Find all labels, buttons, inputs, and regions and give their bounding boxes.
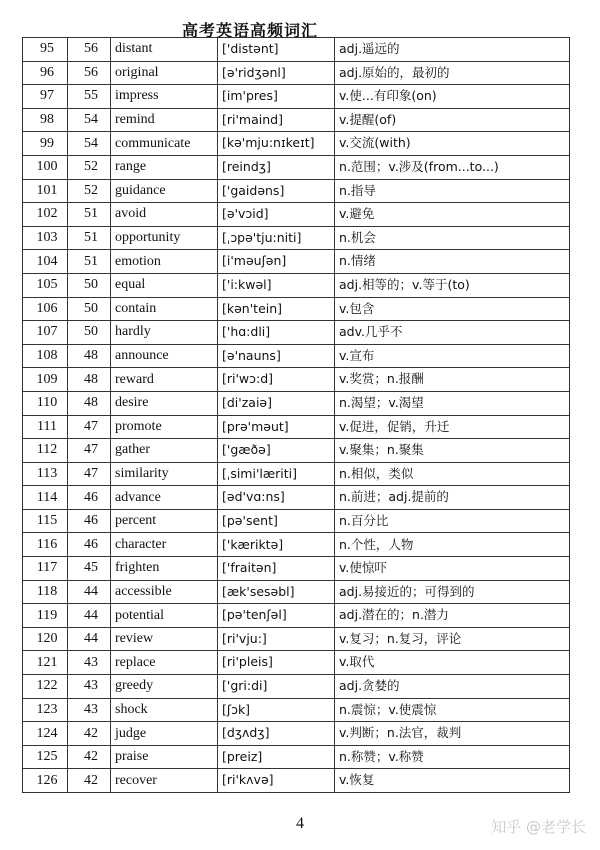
phonetic-cell: [ri'vju:] xyxy=(218,627,335,651)
table-row xyxy=(23,391,570,415)
table-row xyxy=(23,203,570,227)
frequency-cell: 51 xyxy=(68,250,111,274)
table-row xyxy=(23,132,570,156)
meaning-cell: v.避免 xyxy=(335,203,570,227)
meaning-cell: v.恢复 xyxy=(335,769,570,793)
meaning-cell: n.前进；adj.提前的 xyxy=(335,486,570,510)
word-cell: desire xyxy=(111,391,218,415)
phonetic-cell: [ˌsimi'læriti] xyxy=(218,462,335,486)
meaning-cell: n.震惊；v.使震惊 xyxy=(335,698,570,722)
rank-cell: 109 xyxy=(23,368,68,392)
meaning-cell: n.指导 xyxy=(335,179,570,203)
table-row xyxy=(23,698,570,722)
rank-cell: 124 xyxy=(23,722,68,746)
word-cell: gather xyxy=(111,439,218,463)
table-row xyxy=(23,250,570,274)
meaning-cell: v.宣布 xyxy=(335,344,570,368)
word-cell: range xyxy=(111,155,218,179)
table-row xyxy=(23,745,570,769)
table-row xyxy=(23,85,570,109)
meaning-cell: n.个性，人物 xyxy=(335,533,570,557)
word-cell: greedy xyxy=(111,675,218,699)
phonetic-cell: [ˌɔpə'tju:niti] xyxy=(218,226,335,250)
rank-cell: 101 xyxy=(23,179,68,203)
word-cell: shock xyxy=(111,698,218,722)
frequency-cell: 43 xyxy=(68,698,111,722)
word-cell: guidance xyxy=(111,179,218,203)
rank-cell: 120 xyxy=(23,627,68,651)
rank-cell: 98 xyxy=(23,108,68,132)
table-row xyxy=(23,675,570,699)
phonetic-cell: [kən'tein] xyxy=(218,297,335,321)
phonetic-cell: ['fraitən] xyxy=(218,557,335,581)
meaning-cell: v.使...有印象(on) xyxy=(335,85,570,109)
frequency-cell: 47 xyxy=(68,415,111,439)
frequency-cell: 54 xyxy=(68,132,111,156)
frequency-cell: 44 xyxy=(68,580,111,604)
phonetic-cell: [ri'pleis] xyxy=(218,651,335,675)
table-row xyxy=(23,769,570,793)
frequency-cell: 46 xyxy=(68,509,111,533)
word-cell: review xyxy=(111,627,218,651)
phonetic-cell: ['kæriktə] xyxy=(218,533,335,557)
phonetic-cell: [ə'vɔid] xyxy=(218,203,335,227)
rank-cell: 117 xyxy=(23,557,68,581)
table-row xyxy=(23,415,570,439)
table-row xyxy=(23,580,570,604)
meaning-cell: v.取代 xyxy=(335,651,570,675)
word-cell: potential xyxy=(111,604,218,628)
word-cell: recover xyxy=(111,769,218,793)
page-number: 4 xyxy=(296,815,304,832)
frequency-cell: 48 xyxy=(68,368,111,392)
rank-cell: 112 xyxy=(23,439,68,463)
frequency-cell: 46 xyxy=(68,533,111,557)
rank-cell: 102 xyxy=(23,203,68,227)
rank-cell: 126 xyxy=(23,769,68,793)
table-row xyxy=(23,439,570,463)
word-cell: equal xyxy=(111,273,218,297)
table-row xyxy=(23,557,570,581)
table-row xyxy=(23,627,570,651)
word-cell: replace xyxy=(111,651,218,675)
table-row xyxy=(23,486,570,510)
table-row xyxy=(23,722,570,746)
phonetic-cell: ['hɑ:dli] xyxy=(218,321,335,345)
phonetic-cell: ['distənt] xyxy=(218,38,335,62)
table-row xyxy=(23,509,570,533)
frequency-cell: 47 xyxy=(68,439,111,463)
table-row xyxy=(23,38,570,62)
meaning-cell: n.机会 xyxy=(335,226,570,250)
phonetic-cell: [ri'wɔ:d] xyxy=(218,368,335,392)
phonetic-cell: [reindʒ] xyxy=(218,155,335,179)
phonetic-cell: [ri'kʌvə] xyxy=(218,769,335,793)
meaning-cell: adv.几乎不 xyxy=(335,321,570,345)
word-cell: advance xyxy=(111,486,218,510)
meaning-cell: adj.相等的；v.等于(to) xyxy=(335,273,570,297)
frequency-cell: 48 xyxy=(68,391,111,415)
rank-cell: 116 xyxy=(23,533,68,557)
table-row xyxy=(23,155,570,179)
rank-cell: 95 xyxy=(23,38,68,62)
word-cell: avoid xyxy=(111,203,218,227)
frequency-cell: 50 xyxy=(68,297,111,321)
frequency-cell: 50 xyxy=(68,321,111,345)
frequency-cell: 51 xyxy=(68,203,111,227)
frequency-cell: 43 xyxy=(68,675,111,699)
phonetic-cell: ['gri:di] xyxy=(218,675,335,699)
phonetic-cell: [prə'məut] xyxy=(218,415,335,439)
meaning-cell: adj.潜在的；n.潜力 xyxy=(335,604,570,628)
frequency-cell: 55 xyxy=(68,85,111,109)
rank-cell: 103 xyxy=(23,226,68,250)
meaning-cell: n.相似，类似 xyxy=(335,462,570,486)
phonetic-cell: ['gaidəns] xyxy=(218,179,335,203)
phonetic-cell: [preiz] xyxy=(218,745,335,769)
meaning-cell: v.聚集；n.聚集 xyxy=(335,439,570,463)
rank-cell: 107 xyxy=(23,321,68,345)
word-cell: original xyxy=(111,61,218,85)
frequency-cell: 52 xyxy=(68,155,111,179)
rank-cell: 110 xyxy=(23,391,68,415)
meaning-cell: n.情绪 xyxy=(335,250,570,274)
word-cell: reward xyxy=(111,368,218,392)
rank-cell: 113 xyxy=(23,462,68,486)
phonetic-cell: [əd'vɑ:ns] xyxy=(218,486,335,510)
meaning-cell: adj.贪婪的 xyxy=(335,675,570,699)
word-cell: announce xyxy=(111,344,218,368)
meaning-cell: v.提醒(of) xyxy=(335,108,570,132)
word-cell: frighten xyxy=(111,557,218,581)
rank-cell: 106 xyxy=(23,297,68,321)
phonetic-cell: [ri'maind] xyxy=(218,108,335,132)
rank-cell: 97 xyxy=(23,85,68,109)
meaning-cell: adj.原始的，最初的 xyxy=(335,61,570,85)
frequency-cell: 42 xyxy=(68,769,111,793)
meaning-cell: n.百分比 xyxy=(335,509,570,533)
word-cell: judge xyxy=(111,722,218,746)
table-row xyxy=(23,533,570,557)
frequency-cell: 42 xyxy=(68,745,111,769)
phonetic-cell: [ʃɔk] xyxy=(218,698,335,722)
word-cell: opportunity xyxy=(111,226,218,250)
table-row xyxy=(23,179,570,203)
frequency-cell: 47 xyxy=(68,462,111,486)
rank-cell: 100 xyxy=(23,155,68,179)
table-row xyxy=(23,61,570,85)
meaning-cell: n.范围；v.涉及(from...to...) xyxy=(335,155,570,179)
meaning-cell: v.包含 xyxy=(335,297,570,321)
phonetic-cell: [pə'sent] xyxy=(218,509,335,533)
meaning-cell: adj.遥远的 xyxy=(335,38,570,62)
word-cell: contain xyxy=(111,297,218,321)
rank-cell: 118 xyxy=(23,580,68,604)
word-cell: hardly xyxy=(111,321,218,345)
word-cell: percent xyxy=(111,509,218,533)
rank-cell: 119 xyxy=(23,604,68,628)
rank-cell: 111 xyxy=(23,415,68,439)
frequency-cell: 56 xyxy=(68,61,111,85)
rank-cell: 108 xyxy=(23,344,68,368)
rank-cell: 115 xyxy=(23,509,68,533)
frequency-cell: 56 xyxy=(68,38,111,62)
meaning-cell: adj.易接近的；可得到的 xyxy=(335,580,570,604)
table-row xyxy=(23,321,570,345)
rank-cell: 122 xyxy=(23,675,68,699)
phonetic-cell: [im'pres] xyxy=(218,85,335,109)
phonetic-cell: [pə'tenʃəl] xyxy=(218,604,335,628)
phonetic-cell: ['i:kwəl] xyxy=(218,273,335,297)
rank-cell: 123 xyxy=(23,698,68,722)
rank-cell: 99 xyxy=(23,132,68,156)
rank-cell: 114 xyxy=(23,486,68,510)
word-cell: emotion xyxy=(111,250,218,274)
phonetic-cell: [æk'sesəbl] xyxy=(218,580,335,604)
table-row xyxy=(23,108,570,132)
word-cell: communicate xyxy=(111,132,218,156)
table-row xyxy=(23,604,570,628)
table-row xyxy=(23,651,570,675)
meaning-cell: n.渴望；v.渴望 xyxy=(335,391,570,415)
frequency-cell: 51 xyxy=(68,226,111,250)
meaning-cell: v.复习；n.复习，评论 xyxy=(335,627,570,651)
rank-cell: 125 xyxy=(23,745,68,769)
rank-cell: 121 xyxy=(23,651,68,675)
phonetic-cell: [i'məuʃən] xyxy=(218,250,335,274)
rank-cell: 105 xyxy=(23,273,68,297)
meaning-cell: v.促进，促销，升迁 xyxy=(335,415,570,439)
phonetic-cell: [di'zaiə] xyxy=(218,391,335,415)
frequency-cell: 50 xyxy=(68,273,111,297)
frequency-cell: 48 xyxy=(68,344,111,368)
word-cell: distant xyxy=(111,38,218,62)
vocabulary-table-body xyxy=(23,38,570,793)
meaning-cell: v.交流(with) xyxy=(335,132,570,156)
frequency-cell: 43 xyxy=(68,651,111,675)
frequency-cell: 46 xyxy=(68,486,111,510)
frequency-cell: 52 xyxy=(68,179,111,203)
rank-cell: 104 xyxy=(23,250,68,274)
frequency-cell: 54 xyxy=(68,108,111,132)
frequency-cell: 42 xyxy=(68,722,111,746)
phonetic-cell: [kə'mju:nɪkeɪt] xyxy=(218,132,335,156)
phonetic-cell: [dʒʌdʒ] xyxy=(218,722,335,746)
table-row xyxy=(23,368,570,392)
meaning-cell: v.奖赏；n.报酬 xyxy=(335,368,570,392)
meaning-cell: v.使惊吓 xyxy=(335,557,570,581)
frequency-cell: 44 xyxy=(68,604,111,628)
table-row xyxy=(23,226,570,250)
word-cell: remind xyxy=(111,108,218,132)
word-cell: accessible xyxy=(111,580,218,604)
word-cell: praise xyxy=(111,745,218,769)
frequency-cell: 44 xyxy=(68,627,111,651)
phonetic-cell: ['gæðə] xyxy=(218,439,335,463)
watermark: 知乎 @老学长 xyxy=(491,818,586,836)
vocabulary-table xyxy=(22,37,570,793)
word-cell: similarity xyxy=(111,462,218,486)
meaning-cell: n.称赞；v.称赞 xyxy=(335,745,570,769)
table-row xyxy=(23,273,570,297)
rank-cell: 96 xyxy=(23,61,68,85)
frequency-cell: 45 xyxy=(68,557,111,581)
word-cell: character xyxy=(111,533,218,557)
word-cell: impress xyxy=(111,85,218,109)
meaning-cell: v.判断；n.法官，裁判 xyxy=(335,722,570,746)
table-row xyxy=(23,344,570,368)
table-row xyxy=(23,297,570,321)
word-cell: promote xyxy=(111,415,218,439)
phonetic-cell: [ə'nauns] xyxy=(218,344,335,368)
table-row xyxy=(23,462,570,486)
page-title: 高考英语高频词汇 xyxy=(181,21,318,40)
phonetic-cell: [ə'ridʒənl] xyxy=(218,61,335,85)
